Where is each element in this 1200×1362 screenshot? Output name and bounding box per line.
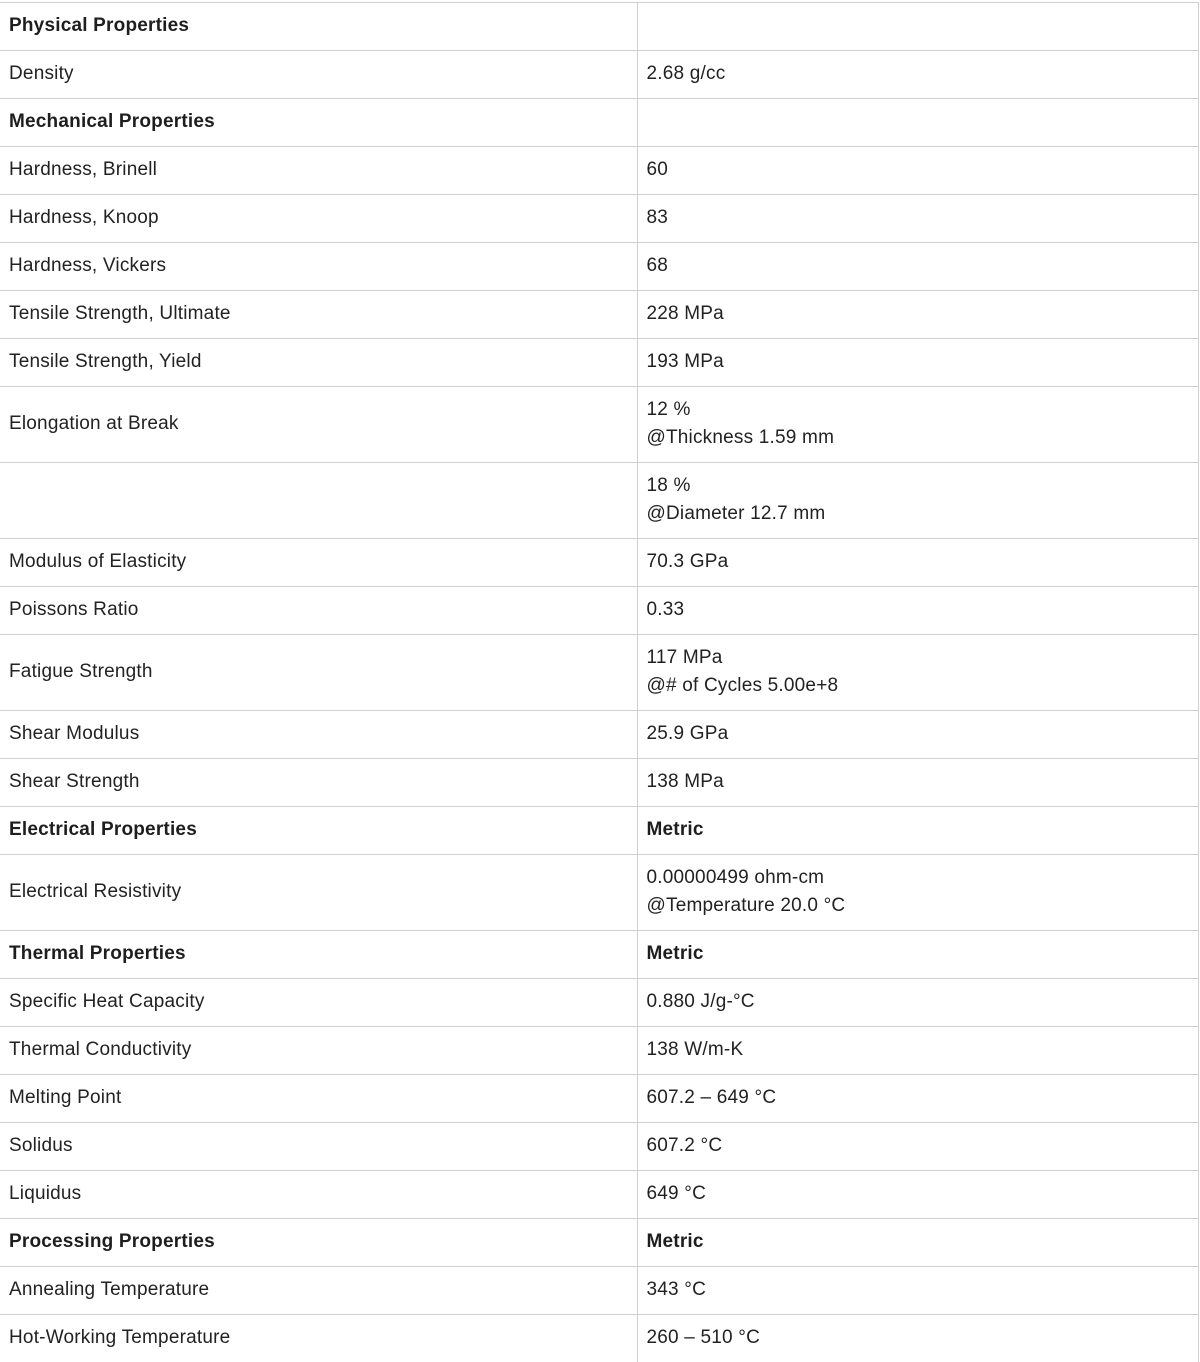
property-value (637, 147, 1198, 195)
property-name: Hardness, Vickers (0, 243, 637, 291)
section-title: Processing Properties (0, 1219, 637, 1267)
table-row (0, 539, 1198, 587)
section-title: Physical Properties (0, 3, 637, 51)
section-header-row (0, 1219, 1198, 1267)
section-unit-header (637, 807, 1198, 855)
property-value (637, 855, 1198, 931)
property-name: Hardness, Knoop (0, 195, 637, 243)
property-value (637, 463, 1198, 539)
value-text: 228 MPa (647, 300, 1189, 328)
property-name: Density (0, 51, 637, 99)
table-row (0, 587, 1198, 635)
property-value (637, 1267, 1198, 1315)
table-row (0, 759, 1198, 807)
property-value (637, 587, 1198, 635)
property-name: Solidus (0, 1123, 637, 1171)
property-name: Tensile Strength, Yield (0, 339, 637, 387)
property-name: Tensile Strength, Ultimate (0, 291, 637, 339)
table-row (0, 463, 1198, 539)
table-row (0, 195, 1198, 243)
value-text: 0.00000499 ohm-cm (647, 864, 1189, 892)
table-row (0, 51, 1198, 99)
value-text: 0.33 (647, 596, 1189, 624)
property-value (637, 1027, 1198, 1075)
section-header-row (0, 3, 1198, 51)
value-text: Metric (647, 1228, 1189, 1256)
property-name: Hardness, Brinell (0, 147, 637, 195)
value-text: 18 % (647, 472, 1189, 500)
section-title: Thermal Properties (0, 931, 637, 979)
table-row (0, 711, 1198, 759)
value-text: 83 (647, 204, 1189, 232)
property-name: Specific Heat Capacity (0, 979, 637, 1027)
property-name: Shear Modulus (0, 711, 637, 759)
value-text: 607.2 °C (647, 1132, 1189, 1160)
section-unit-header (637, 3, 1198, 51)
table-row (0, 243, 1198, 291)
value-text: 260 – 510 °C (647, 1324, 1189, 1352)
table-row (0, 147, 1198, 195)
value-condition: @Temperature 20.0 °C (647, 892, 1189, 920)
section-header-row (0, 99, 1198, 147)
property-value (637, 711, 1198, 759)
properties-table (0, 2, 1199, 1362)
value-condition: @Diameter 12.7 mm (647, 500, 1189, 528)
table-row (0, 979, 1198, 1027)
value-text: 343 °C (647, 1276, 1189, 1304)
value-text: 649 °C (647, 1180, 1189, 1208)
property-value (637, 1123, 1198, 1171)
property-value (637, 1075, 1198, 1123)
section-unit-header (637, 99, 1198, 147)
value-text: 607.2 – 649 °C (647, 1084, 1189, 1112)
table-row (0, 1267, 1198, 1315)
table-row (0, 1027, 1198, 1075)
properties-table-body (0, 3, 1198, 1362)
property-name: Liquidus (0, 1171, 637, 1219)
property-value (637, 635, 1198, 711)
property-value (637, 759, 1198, 807)
property-name: Fatigue Strength (0, 635, 637, 711)
value-text: 138 MPa (647, 768, 1189, 796)
value-condition: @Thickness 1.59 mm (647, 424, 1189, 452)
property-name: Thermal Conductivity (0, 1027, 637, 1075)
property-value (637, 387, 1198, 463)
table-row (0, 387, 1198, 463)
value-text: 70.3 GPa (647, 548, 1189, 576)
property-value (637, 1171, 1198, 1219)
table-row (0, 339, 1198, 387)
property-name: Annealing Temperature (0, 1267, 637, 1315)
property-value (637, 291, 1198, 339)
section-unit-header (637, 931, 1198, 979)
section-header-row (0, 931, 1198, 979)
section-title: Electrical Properties (0, 807, 637, 855)
value-text: 117 MPa (647, 644, 1189, 672)
property-name: Hot-Working Temperature (0, 1315, 637, 1362)
value-text: 12 % (647, 396, 1189, 424)
value-text: 60 (647, 156, 1189, 184)
property-name: Electrical Resistivity (0, 855, 637, 931)
value-text: 2.68 g/cc (647, 60, 1189, 88)
property-value (637, 979, 1198, 1027)
property-name: Melting Point (0, 1075, 637, 1123)
property-value (637, 339, 1198, 387)
table-row (0, 1075, 1198, 1123)
table-row (0, 291, 1198, 339)
section-unit-header (637, 1219, 1198, 1267)
table-row (0, 855, 1198, 931)
value-text: 25.9 GPa (647, 720, 1189, 748)
property-name: Elongation at Break (0, 387, 637, 463)
property-name: Shear Strength (0, 759, 637, 807)
property-value (637, 51, 1198, 99)
value-condition: @# of Cycles 5.00e+8 (647, 672, 1189, 700)
section-title: Mechanical Properties (0, 99, 637, 147)
property-value (637, 195, 1198, 243)
table-row (0, 635, 1198, 711)
property-name: Modulus of Elasticity (0, 539, 637, 587)
value-text: 68 (647, 252, 1189, 280)
table-row (0, 1171, 1198, 1219)
value-text: 193 MPa (647, 348, 1189, 376)
value-text: Metric (647, 940, 1189, 968)
value-text: 138 W/m-K (647, 1036, 1189, 1064)
section-header-row (0, 807, 1198, 855)
property-name (0, 463, 637, 539)
property-value (637, 539, 1198, 587)
table-row (0, 1123, 1198, 1171)
property-name: Poissons Ratio (0, 587, 637, 635)
value-text: 0.880 J/g-°C (647, 988, 1189, 1016)
property-value (637, 243, 1198, 291)
value-text: Metric (647, 816, 1189, 844)
